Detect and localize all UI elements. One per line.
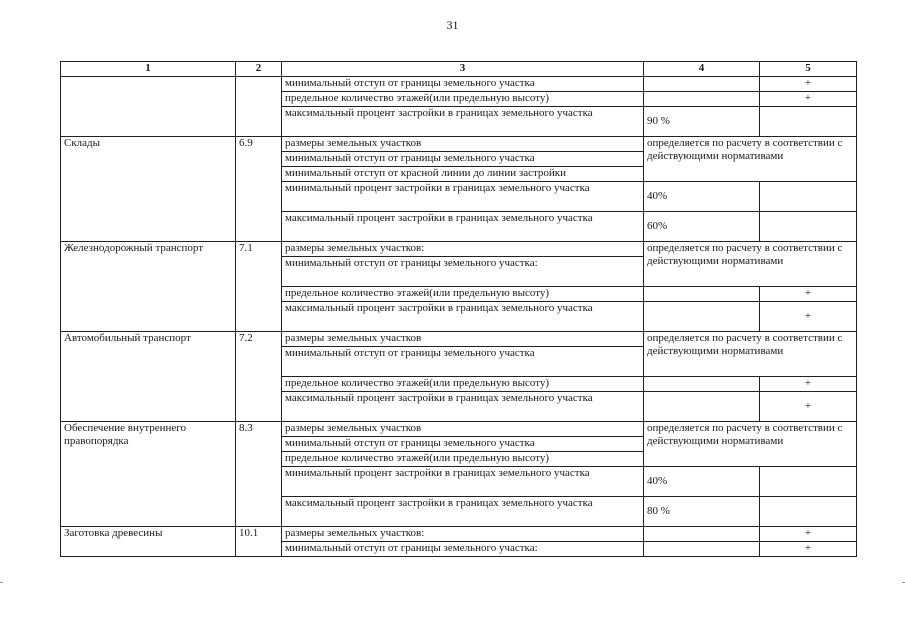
page-number: 31 (446, 18, 459, 32)
value-cell (644, 542, 760, 557)
param-cell: максимальный процент застройки в границах земельного участка (282, 497, 644, 527)
value-cell: 60% (644, 212, 760, 242)
param-cell: минимальный отступ от красной линии до линии застройки (282, 167, 644, 182)
param-cell: размеры земельных участков: (282, 527, 644, 542)
param-cell: минимальный отступ от границы земельного участка (282, 347, 644, 377)
value-cell (644, 527, 760, 542)
category-cell: Автомобильный транспорт (61, 332, 236, 422)
category-cell: Железнодорожный транспорт (61, 242, 236, 332)
col-header-3: 3 (282, 62, 644, 77)
param-cell: предельное количество этажей(или предельную высоту) (282, 287, 644, 302)
table-row (61, 332, 857, 347)
mark-cell (760, 467, 857, 497)
table-row (61, 527, 857, 542)
param-cell: предельное количество этажей(или предельную высоту) (282, 377, 644, 392)
code-cell: 6.9 (236, 137, 282, 242)
category-cell: Заготовка древесины (61, 527, 236, 557)
param-cell: максимальный процент застройки в границах земельного участка (282, 212, 644, 242)
param-cell: размеры земельных участков: (282, 242, 644, 257)
mark-cell: + (760, 302, 857, 332)
header-row (61, 62, 857, 77)
value-cell: определяется по расчету в соответствии с действующими нормативами (644, 422, 857, 467)
table-row (61, 77, 857, 92)
mark-cell: + (760, 527, 857, 542)
param-cell: минимальный отступ от границы земельного участка: (282, 542, 644, 557)
value-cell: 40% (644, 467, 760, 497)
code-cell: 8.3 (236, 422, 282, 527)
table-row (61, 137, 857, 152)
category-cell (61, 77, 236, 137)
param-cell: размеры земельных участков (282, 137, 644, 152)
value-cell: 80 % (644, 497, 760, 527)
param-cell: минимальный отступ от границы земельного участка (282, 77, 644, 92)
col-header-2: 2 (236, 62, 282, 77)
col-header-4: 4 (644, 62, 760, 77)
regulations-table (60, 61, 857, 557)
param-cell: минимальный процент застройки в границах земельного участка (282, 467, 644, 497)
code-cell: 7.2 (236, 332, 282, 422)
mark-cell (760, 182, 857, 212)
col-header-1: 1 (61, 62, 236, 77)
col-header-5: 5 (760, 62, 857, 77)
value-cell: 90 % (644, 107, 760, 137)
value-cell: определяется по расчету в соответствии с действующими нормативами (644, 332, 857, 377)
mark-cell (760, 497, 857, 527)
param-cell: максимальный процент застройки в границах земельного участка (282, 302, 644, 332)
param-cell: максимальный процент застройки в границах земельного участка (282, 392, 644, 422)
mark-cell: + (760, 92, 857, 107)
value-cell (644, 92, 760, 107)
table-row (61, 422, 857, 437)
param-cell: минимальный отступ от границы земельного участка (282, 437, 644, 452)
category-cell: Обеспечение внутреннего правопорядка (61, 422, 236, 527)
value-cell: определяется по расчету в соответствии с действующими нормативами (644, 242, 857, 287)
param-cell: размеры земельных участков (282, 422, 644, 437)
code-cell: 10.1 (236, 527, 282, 557)
scan-edge-mark (0, 582, 3, 583)
param-cell: минимальный отступ от границы земельного участка: (282, 257, 644, 287)
value-cell (644, 377, 760, 392)
mark-cell: + (760, 377, 857, 392)
mark-cell (760, 107, 857, 137)
mark-cell: + (760, 392, 857, 422)
code-cell (236, 77, 282, 137)
param-cell: предельное количество этажей(или предельную высоту) (282, 92, 644, 107)
param-cell: размеры земельных участков (282, 332, 644, 347)
mark-cell: + (760, 77, 857, 92)
param-cell: предельное количество этажей(или предельную высоту) (282, 452, 644, 467)
value-cell: 40% (644, 182, 760, 212)
param-cell: минимальный отступ от границы земельного участка (282, 152, 644, 167)
value-cell (644, 392, 760, 422)
param-cell: минимальный процент застройки в границах земельного участка (282, 182, 644, 212)
mark-cell: + (760, 542, 857, 557)
value-cell (644, 77, 760, 92)
code-cell: 7.1 (236, 242, 282, 332)
value-cell (644, 287, 760, 302)
table-row (61, 242, 857, 257)
mark-cell (760, 212, 857, 242)
mark-cell: + (760, 287, 857, 302)
value-cell: определяется по расчету в соответствии с действующими нормативами (644, 137, 857, 182)
category-cell: Склады (61, 137, 236, 242)
value-cell (644, 302, 760, 332)
param-cell: максимальный процент застройки в границах земельного участка (282, 107, 644, 137)
